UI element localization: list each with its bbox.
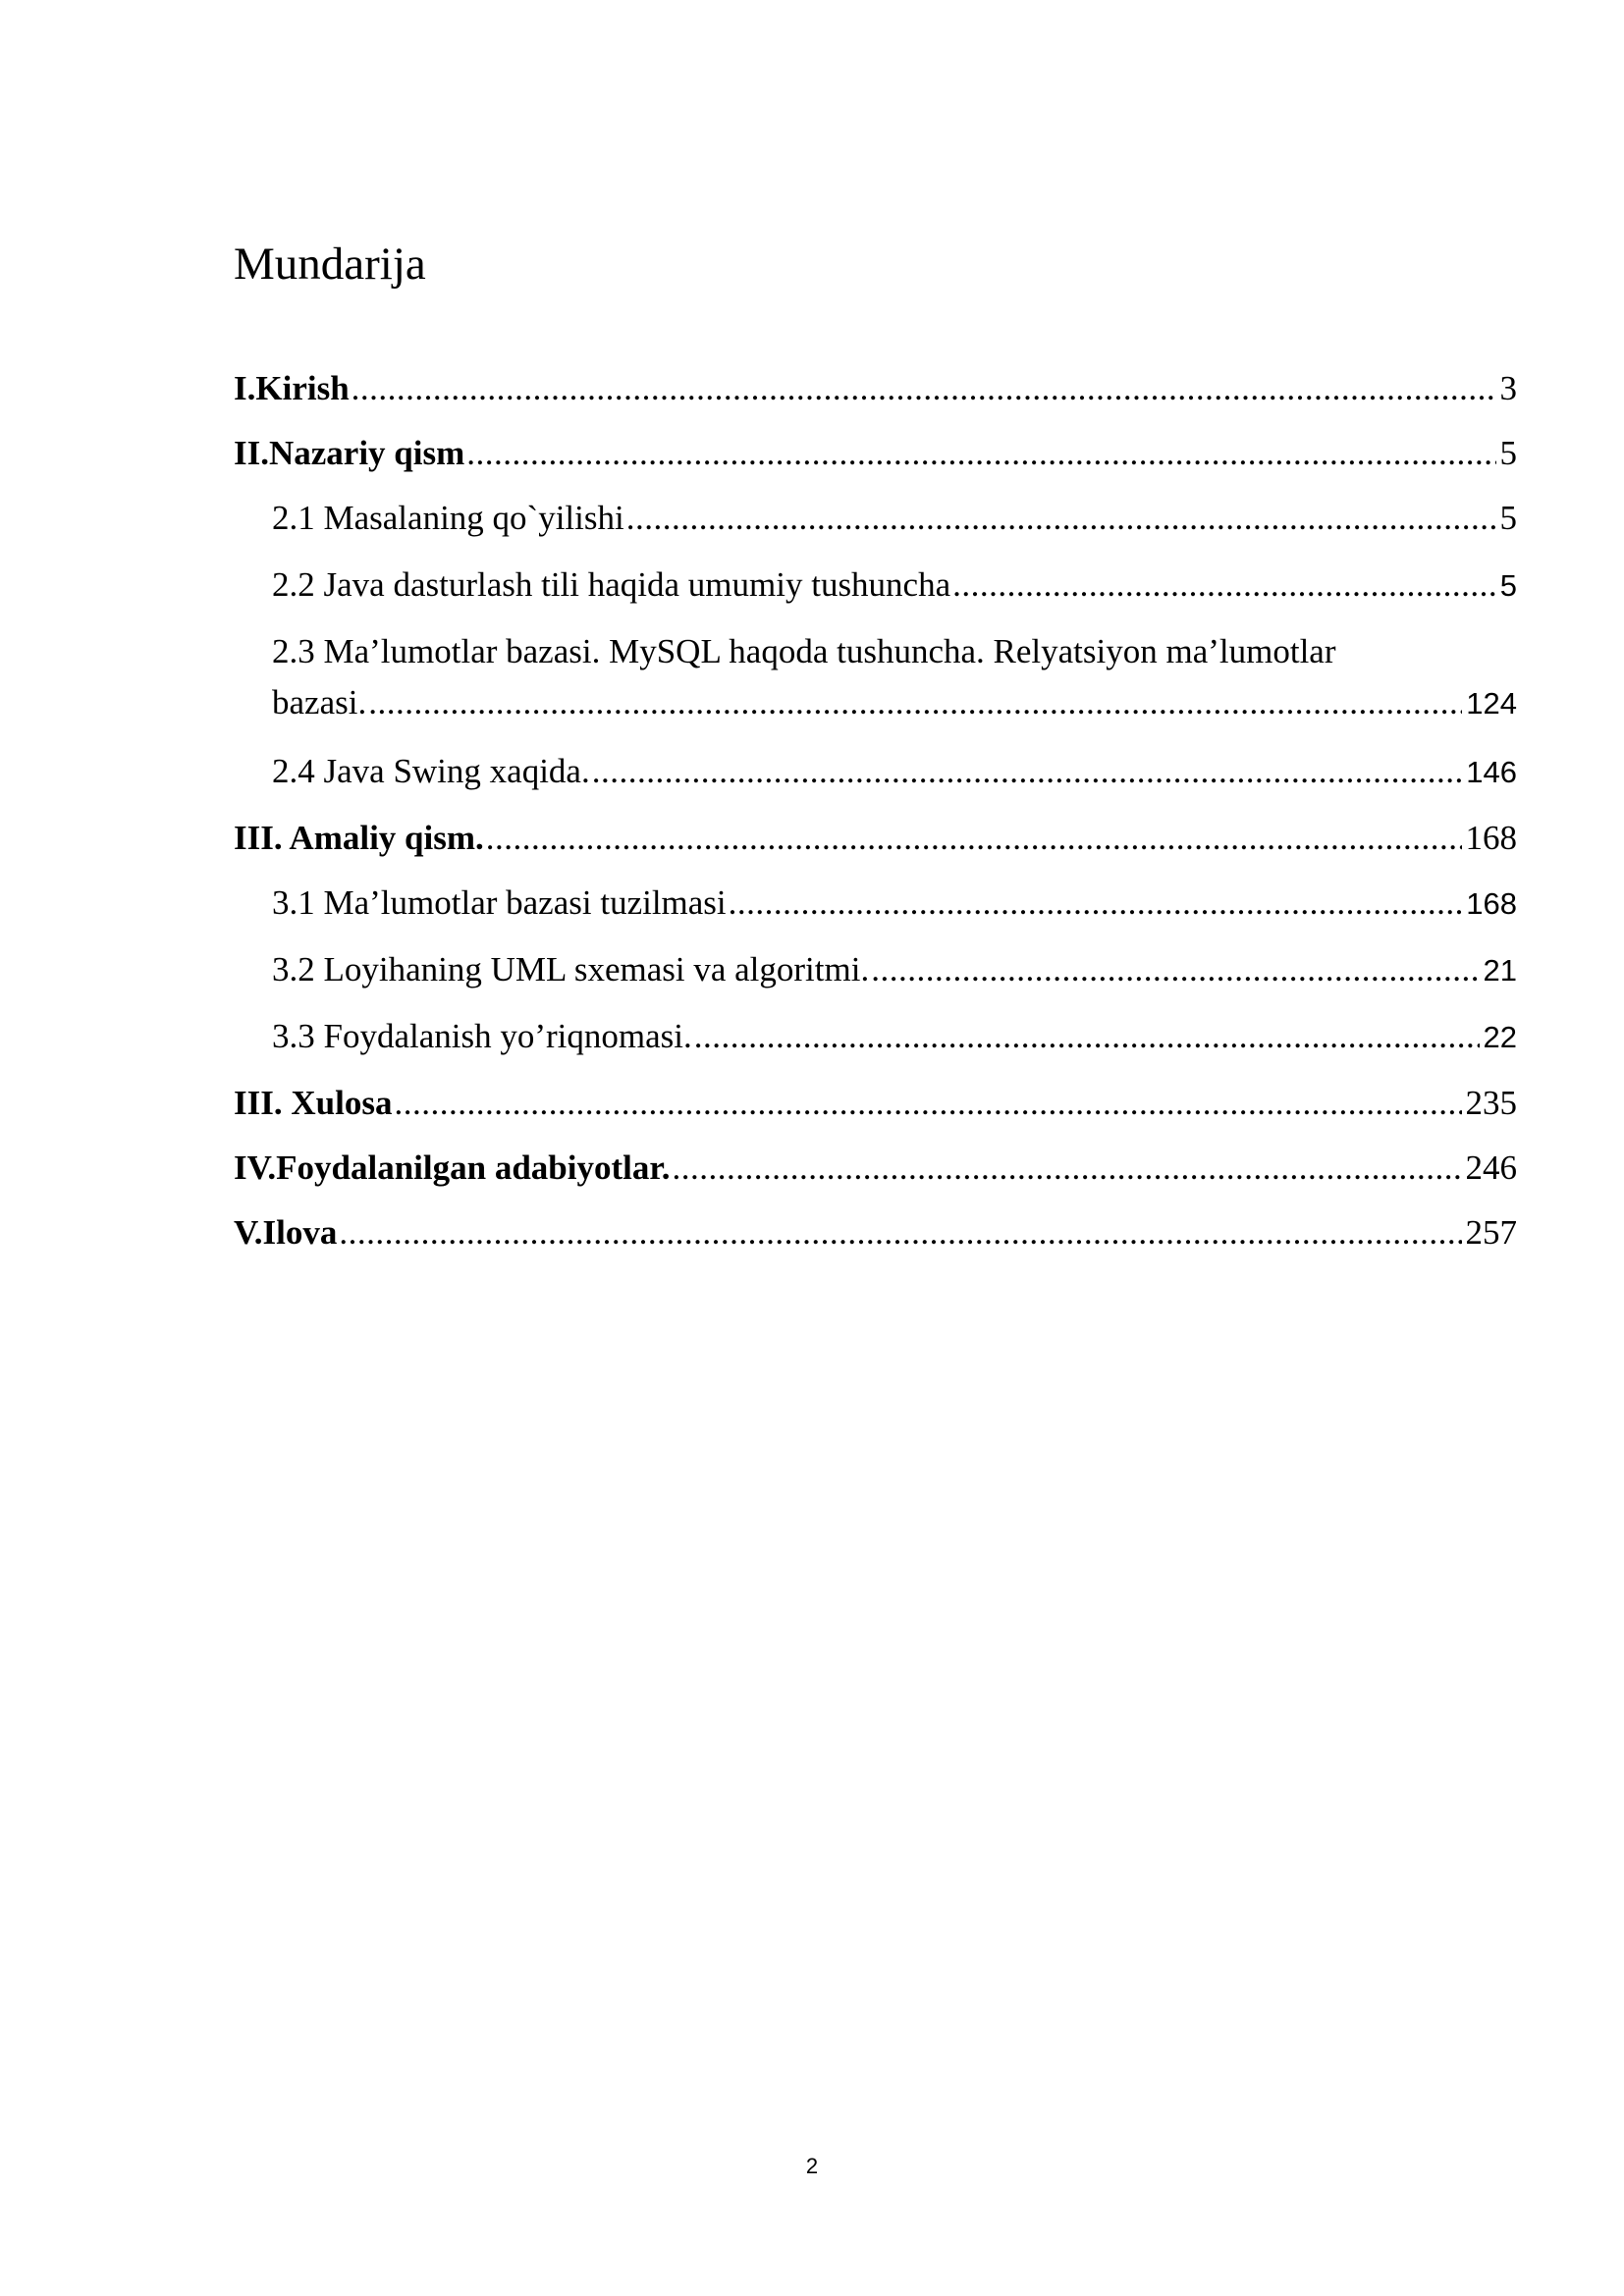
toc-entry-3-2[interactable] [234, 944, 1517, 1011]
toc-entry-page: 5 [1499, 434, 1517, 472]
dot-leader [672, 1143, 1461, 1194]
dot-leader [694, 1011, 1480, 1062]
toc-entry-kirish[interactable] [234, 363, 1517, 428]
toc-entry-title: I.Kirish [234, 369, 350, 407]
toc-entry-title: V.Ilova [234, 1213, 338, 1252]
toc-entry-page: 257 [1465, 1213, 1517, 1252]
dot-leader [368, 677, 1462, 728]
toc-entry-title: 3.3 Foydalanish yo’riqnomasi. [272, 1017, 692, 1055]
toc-entry-page: 21 [1483, 953, 1517, 988]
toc-entry-2-2[interactable] [234, 560, 1517, 626]
toc-entry-page: 146 [1466, 755, 1517, 789]
dot-leader [871, 944, 1479, 995]
dot-leader [626, 493, 1496, 544]
page-number: 2 [805, 2154, 819, 2178]
page-title: Mundarija [234, 239, 426, 290]
toc-entry-title: III. Xulosa [234, 1084, 393, 1122]
toc-entry-ilova[interactable] [234, 1207, 1517, 1272]
table-of-contents [234, 363, 1517, 1272]
toc-entry-title-line1: 2.3 Ma’lumotlar bazasi. MySQL haqoda tushuncha. Relyatsiyon ma’lumotlar [272, 632, 1336, 670]
dot-leader [729, 878, 1463, 929]
toc-entry-adabiyotlar[interactable] [234, 1143, 1517, 1207]
toc-entry-page: 124 [1466, 686, 1517, 721]
dot-leader [952, 560, 1496, 611]
toc-entry-amaliy-qism[interactable] [234, 813, 1517, 878]
toc-entry-2-4[interactable] [234, 746, 1517, 813]
toc-entry-page: 168 [1465, 819, 1517, 857]
toc-entry-3-3[interactable] [234, 1011, 1517, 1078]
toc-entry-page: 235 [1465, 1084, 1517, 1122]
toc-entry-nazariy-qism[interactable] [234, 428, 1517, 493]
toc-entry-page: 168 [1466, 886, 1517, 921]
dot-leader [486, 813, 1462, 864]
toc-entry-page: 3 [1499, 369, 1517, 407]
toc-entry-page: 5 [1499, 499, 1517, 537]
dot-leader [339, 1207, 1461, 1258]
toc-entry-title: III. Amaliy qism. [234, 819, 484, 857]
dot-leader [592, 746, 1463, 797]
dot-leader [394, 1078, 1461, 1129]
dot-leader [352, 363, 1496, 414]
toc-entry-title: 2.1 Masalaning qo`yilishi [272, 499, 624, 537]
toc-entry-title: 2.4 Java Swing xaqida. [272, 752, 590, 790]
toc-entry-title: 3.1 Ma’lumotlar bazasi tuzilmasi [272, 883, 727, 922]
toc-entry-title: bazasi. [272, 683, 367, 721]
toc-entry-title: 3.2 Loyihaning UML sxemasi va algoritmi. [272, 950, 870, 988]
toc-entry-3-1[interactable] [234, 878, 1517, 944]
toc-entry-xulosa[interactable] [234, 1078, 1517, 1143]
toc-entry-page: 5 [1499, 568, 1517, 603]
toc-entry-page: 246 [1465, 1148, 1517, 1187]
dot-leader [466, 428, 1495, 479]
toc-entry-title: IV.Foydalanilgan adabiyotlar. [234, 1148, 671, 1187]
toc-entry-page: 22 [1483, 1020, 1517, 1054]
toc-entry-2-1[interactable] [234, 493, 1517, 560]
toc-entry-title: II.Nazariy qism [234, 434, 465, 472]
toc-entry-2-3[interactable] [234, 626, 1517, 746]
toc-entry-title: 2.2 Java dasturlash tili haqida umumiy tushuncha [272, 565, 951, 604]
